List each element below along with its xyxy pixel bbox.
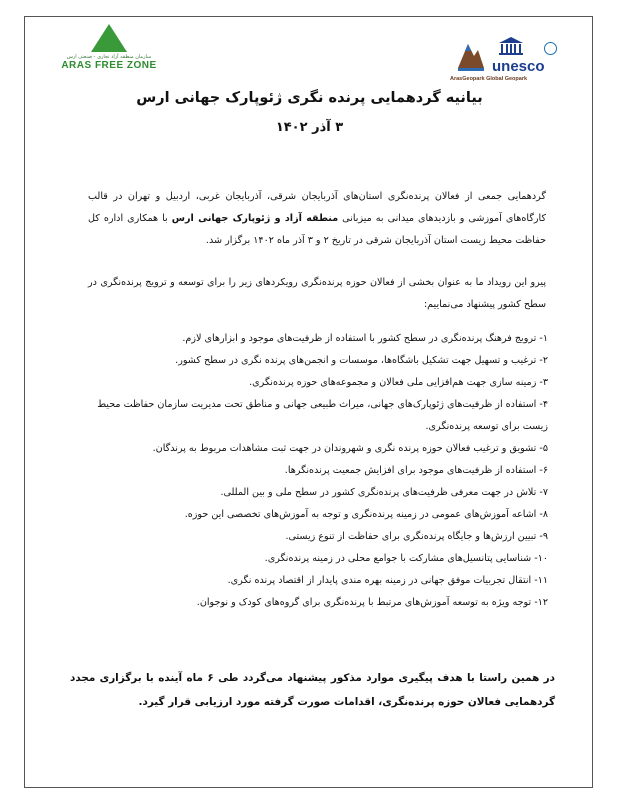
list-item: ۱- ترویج فرهنگ پرنده‌نگری در سطح کشور با استفاده از ظرفیت‌های موجود و ابزارهای لازم. [182,333,548,344]
list-item: ۴- استفاده از ظرفیت‌های ژئوپارک‌های جهانی، میراث طبیعی جهانی و مناطق تحت مدیریت سازمان حفاظت محیط زیست برای توسعه پرنده‌نگری. [97,399,548,432]
aras-free-zone-logo [54,24,164,86]
list-item: ۱۲- توجه ویژه به توسعه آموزش‌های مرتبط با پرنده‌نگری برای گروه‌های کودک و نوجوان. [196,597,548,608]
intro-text-b: با همکاری اداره کل حفاظت محیط زیست استان آذربایجان شرقی در تاریخ ۲ و ۳ آذر ماه ۱۴۰۲ برگزار شد. [88,213,546,246]
geopark-mountain-icon [456,38,486,72]
list-item: ۶- استفاده از ظرفیت‌های موجود برای افزایش جمعیت پرنده‌نگرها. [284,465,548,476]
proposal-list [84,328,554,614]
unesco-geopark-logo [440,28,570,88]
document-date: ۳ آذر ۱۴۰۲ [275,120,344,135]
triangle-logo-icon [91,24,127,52]
list-item: ۱۱- انتقال تجربیات موفق جهانی در زمینه بهره مندی پایدار از اقتصاد پرنده نگری. [227,575,548,586]
document-title: بیانیه گردهمایی پرنده نگری ژئوپارک جهانی ارس [136,90,483,106]
logo-left-subtitle: سازمان منطقه آزاد تجاری - صنعتی ارس [66,54,152,60]
closing-paragraph: در همین راستا با هدف پیگیری موارد مذکور پیشنهاد می‌گردد طی ۶ ماه آینده با برگزاری مجدد گردهمایی فعالان حوزه پرنده‌نگری، اقدامات صورت گرفته مورد ارزیابی قرار گیرد. [70,672,555,708]
logo-right-name: unesco [492,58,545,75]
global-geopark-icon [544,42,557,55]
intro-text-a: گردهمایی جمعی از فعالان پرنده‌نگری استان‌های آذربایجان شرقی، آذربایجان غربی، اردبیل و تهران در قالب کارگاه‌های آموزشی و بازدیدهای میدانی به میزبانی [88,191,547,224]
list-item: ۸- اشاعه آموزش‌های عمومی در زمینه پرنده‌نگری و توجه به آموزش‌های تخصصی این حوزه. [184,509,548,520]
list-item: ۳- زمینه سازی جهت هم‌افزایی ملی فعالان و مجموعه‌های حوزه پرنده‌نگری. [249,377,548,388]
list-item: ۷- تلاش در جهت معرفی ظرفیت‌های پرنده‌نگری کشور در سطح ملی و بین المللی. [220,487,548,498]
proposal-intro-paragraph: پیرو این رویداد ما به عنوان بخشی از فعالان حوزه پرنده‌نگری رویکردهای زیر را برای توسعه و ترویج پرنده‌نگری در سطح کشور پیشنهاد می‌نماییم: [88,277,546,310]
unesco-temple-icon [498,36,524,56]
intro-paragraph [88,186,546,252]
list-item: ۱۰- شناسایی پتانسیل‌های مشارکت با جوامع محلی در زمینه پرنده‌نگری. [264,553,548,564]
logo-left-name: ARAS FREE ZONE [61,60,157,71]
list-item: ۲- ترغیب و تسهیل جهت تشکیل باشگاه‌ها، موسسات و انجمن‌های پرنده نگری در سطح کشور. [175,355,548,366]
list-item: ۹- تبیین ارزش‌ها و جایگاه پرنده‌نگری برای حفاظت از تنوع زیستی. [285,531,548,542]
logo-right-caption: ArasGeopark Global Geopark [450,76,528,82]
list-item: ۵- تشویق و ترغیب فعالان حوزه پرنده نگری و شهروندان در جهت ثبت مشاهدات مربوط به پرندگان. [152,443,548,454]
intro-bold-host: منطقه آزاد و ژئوپارک جهانی ارس [171,213,339,224]
